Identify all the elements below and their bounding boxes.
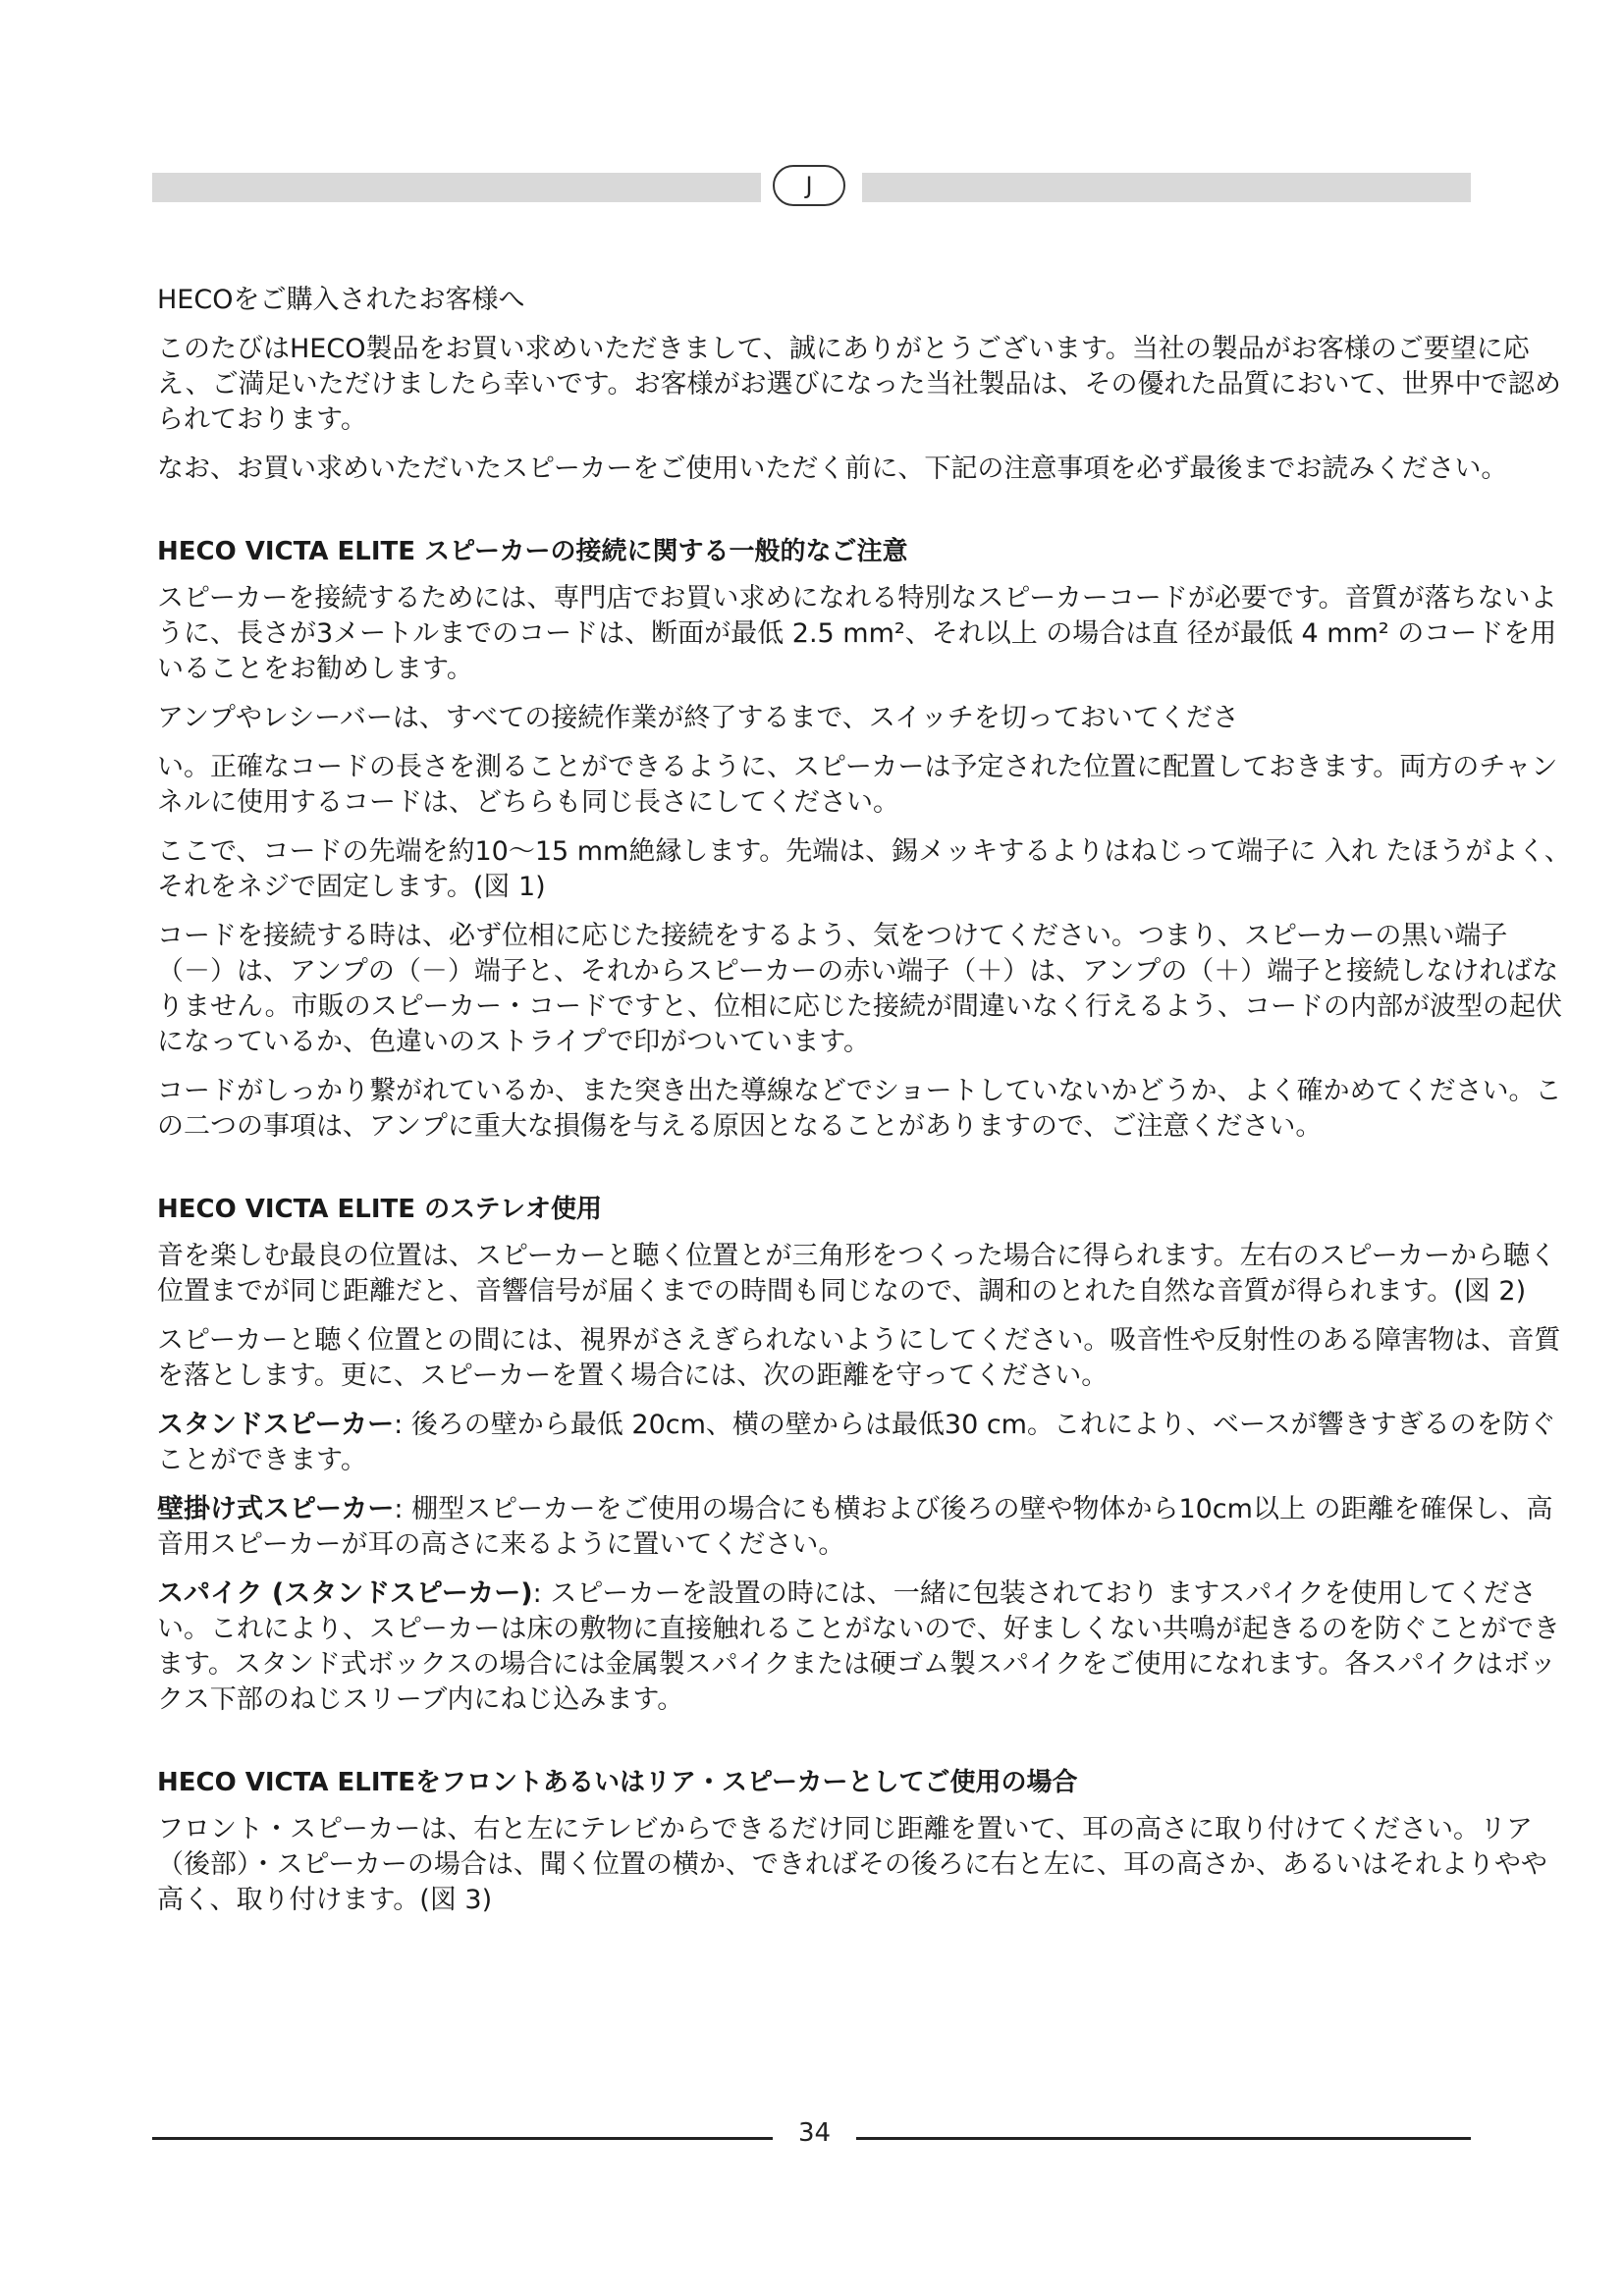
page-content bbox=[157, 283, 1571, 1932]
section-heading-connection: HECO VICTA ELITE スピーカーの接続に関する一般的なご注意 bbox=[157, 537, 908, 566]
labeled-paragraph-spike bbox=[157, 1576, 1571, 1718]
section-paragraph: コードを接続する時は、必ず位相に応じた接続をするよう、気をつけてください。つまり、スピーカーの黒い端子（－）は、アンプの（－）端子と、それからスピーカーの赤い端子（＋）は、アンプの（＋）端子と接続しなければなりません。市販のスピーカー・コードですと、位相に応じた接続が間違いなく行えるよう、コードの内部が波型の起伏になっているか、色違いのストライプで印がついています。 bbox=[157, 921, 1562, 1057]
greeting: HECOをご購入されたお客様へ bbox=[157, 285, 525, 315]
intro-paragraph: なお、お買い求めいただいたスピーカーをご使用いただく前に、下記の注意事項を必ず最後までお読みください。 bbox=[157, 454, 1508, 484]
label-wall-speaker: 壁掛け式スピーカー bbox=[157, 1494, 395, 1524]
language-badge: J bbox=[773, 165, 845, 206]
section-paragraph: スピーカーを接続するためには、専門店でお買い求めになれる特別なスピーカーコードが必要です。音質が落ちないように、長さが3メートルまでのコードは、断面が最低 2.5 mm²、それ以上 の場合は直 径が最低 4 mm² のコードを用いることをお勧めします。 bbox=[157, 583, 1557, 684]
label-text: : 後ろの壁から最低 20cm、横の壁からは最低30 cm。これにより、ベースが響きすぎるのを防ぐことができます。 bbox=[157, 1410, 1556, 1475]
section-heading-stereo: HECO VICTA ELITE のステレオ使用 bbox=[157, 1195, 603, 1224]
section-paragraph: ここで、コードの先端を約10～15 mm絶縁します。先端は、錫メッキするよりはねじって端子に 入れ たほうがよく、それをネジで固定します。(図 1) bbox=[157, 836, 1571, 902]
label-text: : 棚型スピーカーをご使用の場合にも横および後ろの壁や物体から10cm以上 の距離を確保し、高音用スピーカーが耳の高さに来るように置いてください。 bbox=[157, 1494, 1553, 1560]
section-paragraph: い。正確なコードの長さを測ることができるように、スピーカーは予定された位置に配置しておきます。両方のチャンネルに使用するコードは、どちらも同じ長さにしてください。 bbox=[157, 752, 1558, 818]
label-text: : スピーカーを設置の時には、一緒に包装されており ますスパイクを使用してください。これにより、スピーカーは床の敷物に直接触れることがないので、好ましくない共鳴が起きるのを防ぐことができます。スタンド式ボックスの場合には金属製スパイクまたは硬ゴム製スパイクをご使用になれます。各スパイクはボックス下部のねじスリーブ内にねじ込みます。 bbox=[157, 1578, 1560, 1715]
section-paragraph: スピーカーと聴く位置との間には、視界がさえぎられないようにしてください。吸音性や反射性のある障害物は、音質を落とします。更に、スピーカーを置く場合には、次の距離を守ってください。 bbox=[157, 1325, 1561, 1391]
section-paragraph: アンプやレシーバーは、すべての接続作業が終了するまで、スイッチを切っておいてくださ bbox=[157, 703, 1239, 733]
section-paragraph: フロント・スピーカーは、右と左にテレビからできるだけ同じ距離を置いて、耳の高さに取り付けてください。リア（後部）・スピーカーの場合は、聞く位置の横か、できればその後ろに右と左に、耳の高さか、あるいはそれよりやや高く、取り付けます。(図 3) bbox=[157, 1814, 1547, 1915]
intro-paragraph: このたびはHECO製品をお買い求めいただきまして、誠にありがとうございます。当社の製品がお客様のご要望に応え、ご満足いただけましたら幸いです。お客様がお選びになった当社製品は、その優れた品質において、世界中で認められております。 bbox=[157, 334, 1561, 435]
labeled-paragraph-wall bbox=[157, 1492, 1571, 1563]
page-number: 34 bbox=[797, 2118, 832, 2148]
section-paragraph: 音を楽しむ最良の位置は、スピーカーと聴く位置とが三角形をつくった場合に得られます。左右のスピーカーから聴く位置までが同じ距離だと、音響信号が届くまでの時間も同じなので、調和のとれた自然な音質が得られます。(図 2) bbox=[157, 1241, 1557, 1307]
section-paragraph: コードがしっかり繋がれているか、また突き出た導線などでショートしていないかどうか、よく確かめてください。この二つの事項は、アンプに重大な損傷を与える原因となることがありますので、ご注意ください。 bbox=[157, 1076, 1562, 1142]
header-bar-left bbox=[152, 173, 761, 202]
footer-line-right bbox=[856, 2137, 1471, 2140]
header-bar-right bbox=[862, 173, 1471, 202]
label-spike: スパイク (スタンドスピーカー) bbox=[157, 1578, 533, 1609]
label-stand-speaker: スタンドスピーカー bbox=[157, 1410, 395, 1440]
labeled-paragraph-stand bbox=[157, 1408, 1571, 1478]
footer-line-left bbox=[152, 2137, 773, 2140]
section-heading-front-rear: HECO VICTA ELITEをフロントあるいはリア・スピーカーとしてご使用の場合 bbox=[157, 1768, 1078, 1797]
